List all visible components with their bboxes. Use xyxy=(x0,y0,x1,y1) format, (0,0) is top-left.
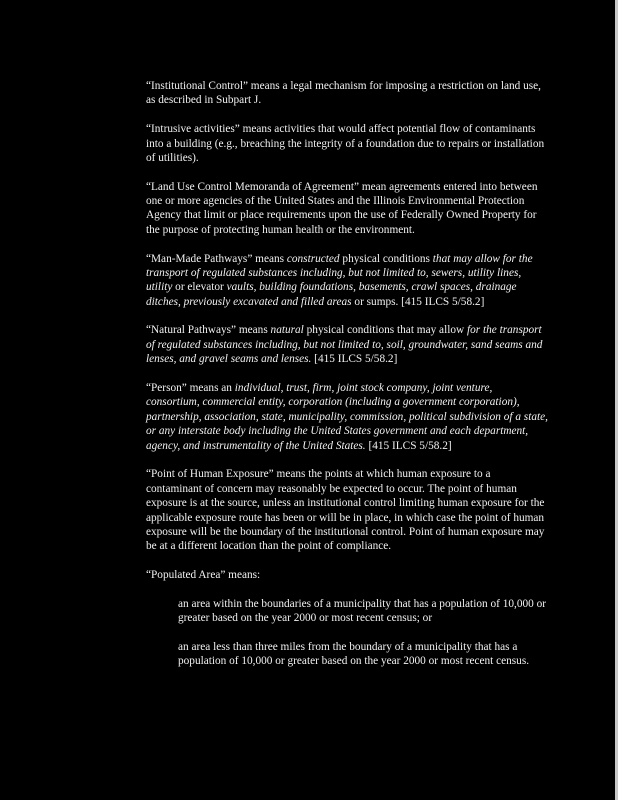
definition-text: means: xyxy=(225,569,261,582)
definition-text: means xyxy=(252,252,287,265)
definition-land-use-control-memoranda xyxy=(146,180,548,238)
definition-term: “Intrusive activities” xyxy=(146,123,240,136)
definition-italic-text: natural xyxy=(270,324,304,337)
definition-natural-pathways xyxy=(146,323,548,366)
definition-term: “Land Use Control Memoranda of Agreement” xyxy=(146,180,360,193)
definition-text: means a legal mechanism for imposing a restriction on land use, as described in Subpart J. xyxy=(146,80,541,107)
definition-italic-text: individual, trust, firm, joint stock company, joint venture, consortium, commercial entity, corporation (including a government corporation), partnership, association, state, municipality, commission, political subdivision of a state, or any interstate body including the United States government and each department, agency, and instrumentality of the United States. xyxy=(146,381,548,452)
definition-italic-text: that may allow for the transport of regulated substances including, but not limited to, sewers, utility lines, utility xyxy=(146,252,533,294)
definition-text: means an xyxy=(186,381,235,394)
definition-text: physical conditions xyxy=(339,252,433,265)
definition-text: means the points at which human exposure to a contaminant of concern may reasonably be expected to occur. The point of human exposure is at the source, unless an institutional control limiting human exposure for the applicable exposure route has been or will be in place, in which case the point of human exposure will be the boundary of the institutional control. Point of human exposure may be at a different location than the point of compliance. xyxy=(146,468,545,553)
definition-text: mean agreements entered into between one or more agencies of the United States and the Illinois Environmental Protection Agency that limit or place requirements upon the use of Federally Owned Property for the purpose of protecting human health or the environment. xyxy=(146,180,538,236)
definition-text: physical conditions that may allow xyxy=(303,324,467,337)
definition-citation: [415 ILCS 5/58.2] xyxy=(365,439,452,452)
definition-populated-area xyxy=(146,568,548,582)
definition-term: “Person” xyxy=(146,381,187,394)
definition-italic-text: constructed xyxy=(286,252,340,265)
definition-text: means activities that would affect potential flow of contaminants into a building (e.g., breaching the integrity of a foundation due to repairs or installation of utilities). xyxy=(146,123,545,164)
definition-term: “Man-Made Pathways” xyxy=(146,252,253,265)
definition-term: “Institutional Control” xyxy=(146,80,248,92)
populated-area-item: an area less than three miles from the boundary of a municipality that has a population of 10,000 or greater based on the year 2000 or most recent census. xyxy=(178,640,530,668)
definition-italic-text: for the transport of regulated substances including, but not limited to, soil, groundwater, sand seams and lenses, and gravel seams and lenses. xyxy=(146,324,543,366)
definition-italic-text: vaults, building foundations, basements, crawl spaces, drainage ditches, previously excavated and filled areas xyxy=(146,281,517,308)
definition-man-made-pathways xyxy=(146,252,548,310)
definition-intrusive-activities xyxy=(146,122,548,165)
definition-citation: or sumps. [415 ILCS 5/58.2] xyxy=(351,295,485,308)
definition-point-of-human-exposure xyxy=(146,467,548,553)
definition-term: “Point of Human Exposure” xyxy=(146,468,274,481)
definition-text: means xyxy=(236,324,271,337)
definition-institutional-control xyxy=(146,79,548,108)
definition-citation: [415 ILCS 5/58.2] xyxy=(311,353,398,366)
definition-person xyxy=(146,381,548,453)
definitions-column xyxy=(146,79,548,683)
definition-text: or elevator xyxy=(172,281,227,294)
populated-area-item: an area within the boundaries of a municipality that has a population of 10,000 or greater based on the year 2000 or most recent census; or xyxy=(178,597,546,625)
definition-term: “Natural Pathways” xyxy=(146,324,237,337)
definition-term: “Populated Area” xyxy=(146,569,226,582)
